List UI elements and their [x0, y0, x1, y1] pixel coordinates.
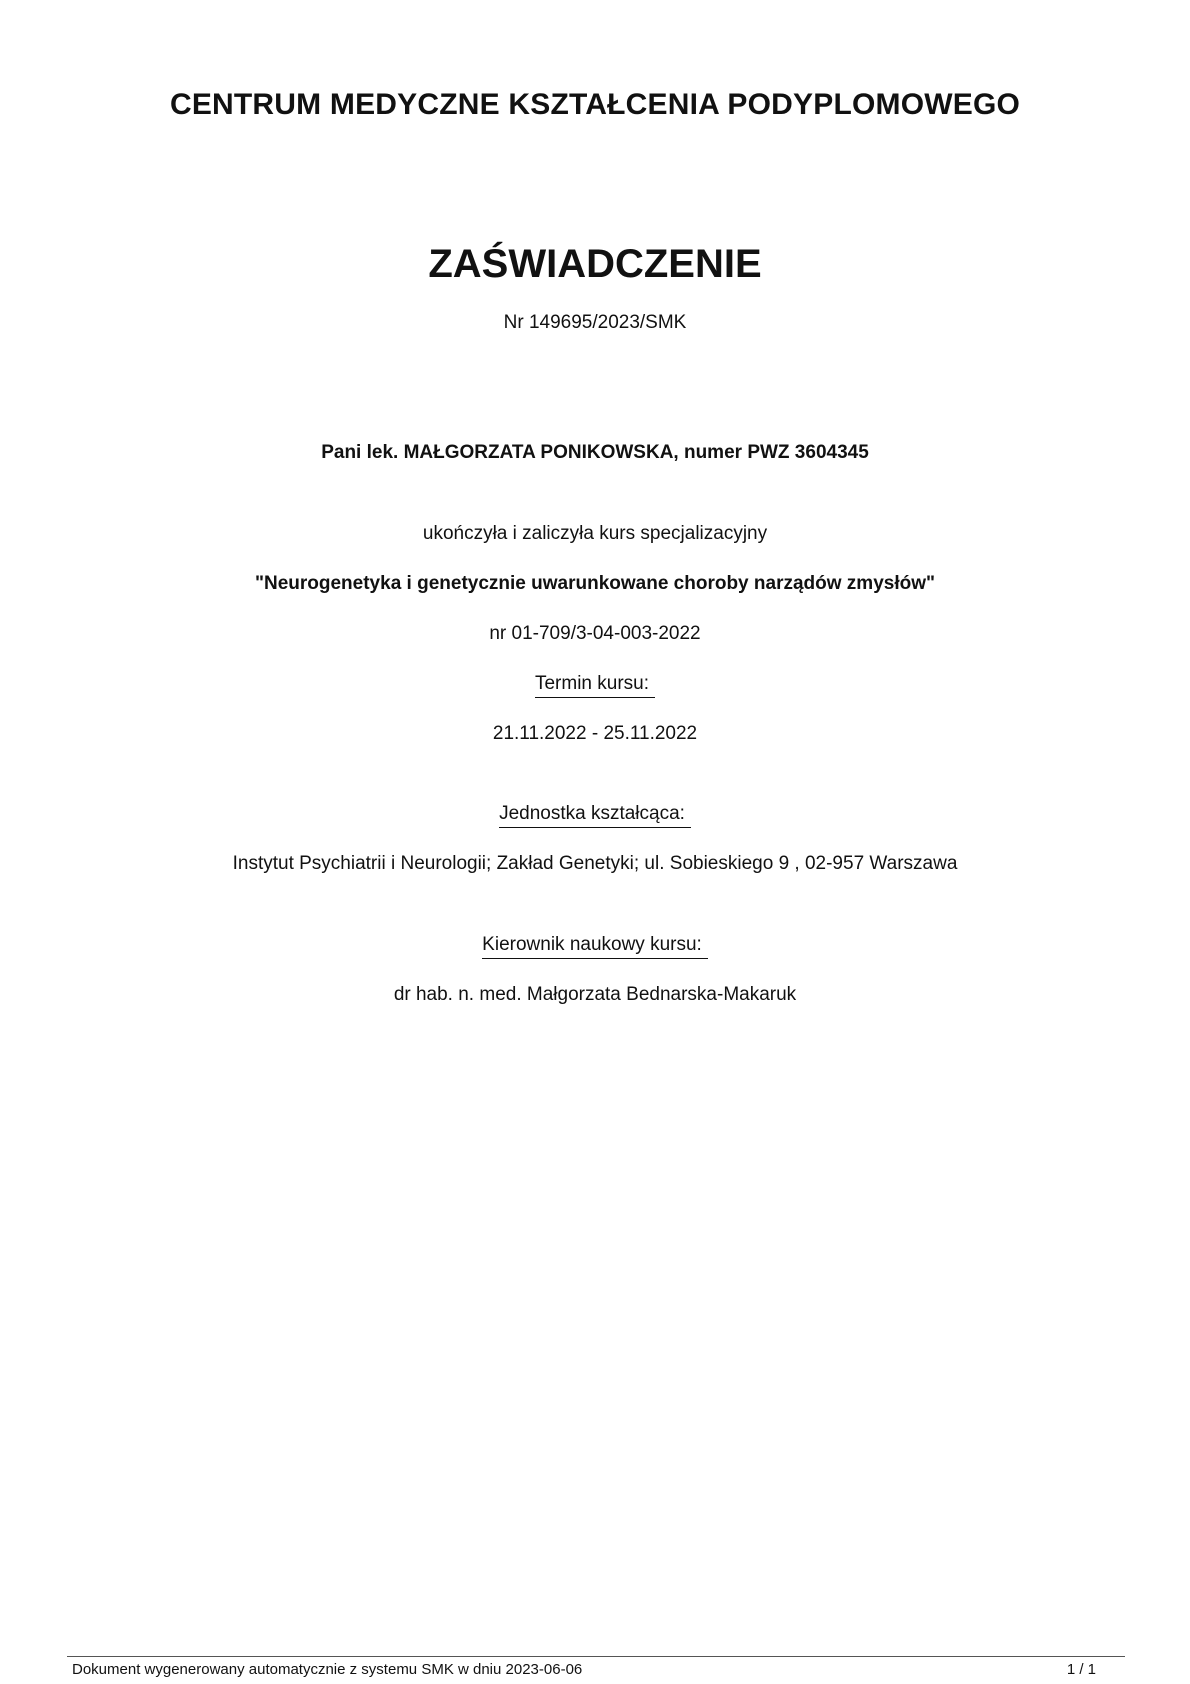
footer-generated-note: Dokument wygenerowany automatycznie z systemu SMK w dniu 2023-06-06	[72, 1661, 583, 1678]
training-unit-label-text: Jednostka kształcąca:	[499, 803, 691, 828]
completion-statement	[0, 523, 1190, 545]
course-number-text: nr 01-709/3-04-003-2022	[489, 623, 701, 644]
organization-name-text: CENTRUM MEDYCZNE KSZTAŁCENIA PODYPLOMOWEGO	[169, 88, 1021, 121]
recipient-line	[0, 442, 1190, 464]
document-title	[0, 242, 1190, 287]
term-label	[0, 673, 1190, 698]
course-name-text: "Neurogenetyka i genetycznie uwarunkowane choroby narządów zmysłów"	[254, 573, 935, 594]
document-title-text: ZAŚWIADCZENIE	[428, 242, 762, 286]
document-number-text: Nr 149695/2023/SMK	[503, 312, 687, 333]
term-dates-text: 21.11.2022 - 25.11.2022	[492, 723, 698, 744]
training-unit-value-text: Instytut Psychiatrii i Neurologii; Zakład Genetyki; ul. Sobieskiego 9 , 02-957 Warszawa	[232, 853, 958, 874]
term-label-text: Termin kursu:	[535, 673, 655, 698]
completion-statement-text: ukończyła i zaliczyła kurs specjalizacyjny	[422, 523, 768, 544]
document-number	[0, 312, 1190, 334]
scientific-director-value-text: dr hab. n. med. Małgorzata Bednarska-Makaruk	[393, 984, 797, 1005]
scientific-director-label-text: Kierownik naukowy kursu:	[482, 934, 708, 959]
organization-name	[0, 88, 1190, 122]
footer-divider	[67, 1656, 1125, 1657]
term-dates	[0, 723, 1190, 745]
recipient-text: Pani lek. MAŁGORZATA PONIKOWSKA, numer PWZ 3604345	[321, 442, 869, 463]
scientific-director-label	[0, 934, 1190, 959]
footer-page-indicator: 1 / 1	[1066, 1661, 1096, 1678]
training-unit-value	[0, 853, 1190, 875]
scientific-director-value	[0, 984, 1190, 1006]
training-unit-label	[0, 803, 1190, 828]
course-name	[0, 573, 1190, 595]
course-number	[0, 623, 1190, 645]
